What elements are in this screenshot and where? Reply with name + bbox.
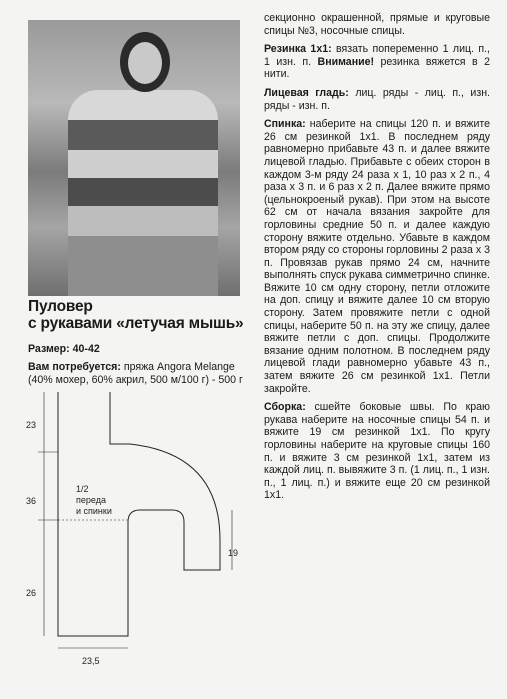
back-label: Спинка: [264, 118, 306, 131]
pattern-title [28, 298, 258, 332]
assembly-section [264, 401, 490, 502]
stockinette-label: Лицевая гладь: [264, 86, 349, 99]
materials-label: Вам потребуется: [28, 361, 121, 373]
rib-section [264, 43, 490, 81]
rib-attention: Внимание! [317, 55, 375, 68]
assembly-label: Сборка: [264, 401, 306, 414]
assembly-text: сшейте боковые швы. По краю рукава наберите на носочные спицы 54 п. и вяжите 19 см резинкой 1х1. По кругу горловины наберите на круговые спицы 160 п. и вяжите 3 см резинкой 1х1, затем из каждой лиц. п. вывяжите 3 п. (1 лиц. п., 1 изн. п., 1 лиц. п.) и вяжите еще 20 см резинкой 1х1. [264, 401, 490, 502]
rib-label: Резинка 1х1: [264, 43, 332, 56]
pattern-diagram [0, 392, 260, 692]
half-label-3: и спинки [76, 506, 112, 516]
half-label-2: переда [76, 495, 106, 505]
materials-continued: секционно окрашенной, прямые и круговые спицы №3, носочные спицы. [264, 12, 490, 37]
stockinette-section [264, 87, 490, 112]
title-line-1: Пуловер [28, 298, 93, 315]
back-section [264, 118, 490, 395]
dim-label-23: 23 [26, 420, 37, 430]
model-photo [28, 20, 240, 296]
dim-label-26: 26 [26, 588, 37, 598]
rib-text-2: резинка вяжется в 2 нити. [264, 55, 490, 81]
rib-text: вязать попеременно 1 лиц. п., 1 изн. п. [264, 43, 490, 68]
materials-text: пряжа Angora Melange (40% мохер, 60% акрил, 500 м/100 г) - 500 г [28, 361, 243, 386]
materials-line [28, 361, 260, 386]
size-value: 40-42 [69, 343, 100, 355]
stockinette-text: лиц. ряды - лиц. п., изн. ряды - изн. п. [264, 86, 490, 112]
size-label: Размер: [28, 343, 70, 355]
dim-label-36: 36 [26, 496, 37, 506]
dim-label-19: 19 [228, 548, 239, 558]
dim-label-235: 23,5 [82, 656, 100, 666]
size-line [28, 343, 258, 356]
title-line-2: с рукавами «летучая мышь» [28, 315, 244, 332]
half-label-1: 1/2 [76, 484, 89, 494]
instructions-column [264, 12, 490, 508]
back-text: наберите на спицы 120 п. и вяжите 26 см резинкой 1х1. В последнем ряду равномерно прибавьте 43 п. и далее вяжите лицевой гладью. Прибавьте с обеих сторон в каждом 3-м ряду 24 раза х 1, 10 раз х 2 п., 4 раза х 3 п. и 6 раз х 2 п. Далее вяжите прямо (цельнокроеный рукав). При этом на высоте 62 см от начала вязания закройте для горловины средние 50 п. и далее каждую сторону вяжите отдельно. Убавьте в каждом втором ряду со стороны горловины 2 раза х 3 п. Провязав рукав прямо 24 см, начните выполнять спуск рукава симметрично спинке. Вяжите 10 см одну сторону, петли отложите на доп. спицу и вяжите далее 10 см вторую сторону. Затем провяжите петли с одной спицы, наберите 50 п. на эту же спицу, далее вяжите петли с доп. спицы. Продолжите вязание одним полотном. В последнем ряду лицевой глади равномерно убавьте 43 п., затем вяжите 26 см резинкой 1х1. Петли закройте. [264, 118, 490, 395]
